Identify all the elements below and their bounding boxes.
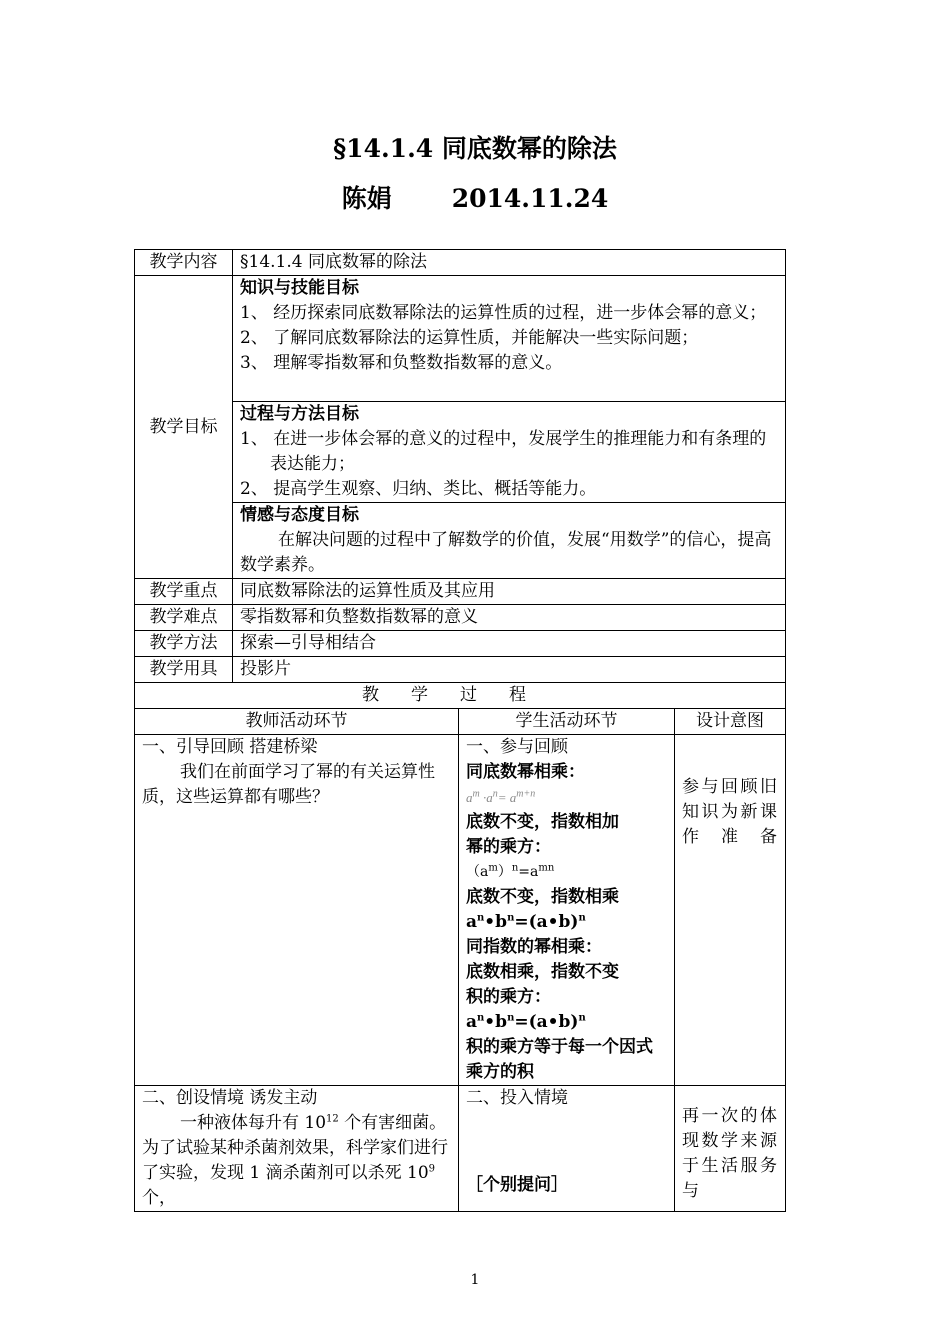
objectives-label: 教学目标 — [135, 276, 233, 579]
focus-value: 同底数幂除法的运算性质及其应用 — [233, 579, 786, 605]
focus-label: 教学重点 — [135, 579, 233, 605]
row-stage-2 — [135, 1086, 786, 1212]
content-label: 教学内容 — [135, 250, 233, 276]
knowledge-cell — [233, 276, 786, 402]
teacher-activity-2 — [135, 1086, 459, 1212]
student-line: 底数不变，指数相加 — [466, 812, 619, 832]
student-line: 积的乘方： — [466, 987, 551, 1007]
teacher-column-header: 教师活动环节 — [135, 709, 459, 735]
tools-value: 投影片 — [233, 657, 786, 683]
lesson-plan-table — [134, 249, 786, 1212]
design-intent-1: 参与回顾旧知识为新课作准备 — [675, 735, 786, 1086]
date: 2014.11.24 — [451, 184, 609, 213]
formula-exponent: mn — [538, 862, 555, 874]
knowledge-item: 2、 了解同底数幂除法的运算性质，并能解决一些实际问题； — [240, 328, 699, 348]
row-tools — [135, 657, 786, 683]
row-column-headers — [135, 709, 786, 735]
knowledge-heading: 知识与技能目标 — [240, 278, 359, 298]
formula-part: =(a•b) — [514, 912, 579, 932]
formula-product-power — [466, 1010, 667, 1035]
formula-part: ） — [497, 864, 512, 880]
process-item: 1、 在进一步体会幂的意义的过程中，发展学生的推理能力和有条理的表达能力； — [240, 429, 767, 474]
formula-part: a — [466, 1012, 478, 1032]
student-tag: ［个别提问］ — [466, 1175, 568, 1195]
page-number: 1 — [470, 1272, 480, 1288]
formula-exponent: n — [507, 912, 515, 924]
formula-part: （a — [466, 864, 489, 880]
emotion-cell — [233, 503, 786, 579]
design-intent-2: 再一次的体现数学来源于生活服务与 — [675, 1086, 786, 1212]
formula-power-of-power — [466, 860, 667, 885]
row-emotion — [135, 503, 786, 579]
process-cell — [233, 402, 786, 503]
row-content — [135, 250, 786, 276]
formula-exponent: m — [472, 788, 480, 800]
formula-part: ·a — [479, 790, 493, 805]
row-process-objective — [135, 402, 786, 503]
student-heading-2: 二、投入情境 — [466, 1088, 568, 1108]
formula-part: a — [466, 790, 473, 805]
student-line: 同指数的幂相乘： — [466, 937, 602, 957]
process-item: 2、 提高学生观察、归纳、类比、概括等能力。 — [240, 479, 597, 499]
formula-exponent: m+n — [516, 788, 536, 800]
method-value: 探索—引导相结合 — [233, 631, 786, 657]
formula-exponent: n — [477, 912, 485, 924]
student-column-header: 学生活动环节 — [459, 709, 675, 735]
formula-exponent: n — [507, 1012, 515, 1024]
student-line: 积的乘方等于每一个因式乘方的积 — [466, 1037, 653, 1082]
text-part: 个， — [142, 1188, 176, 1208]
formula-part: =a — [518, 864, 539, 880]
method-label: 教学方法 — [135, 631, 233, 657]
difficulty-value: 零指数幂和负整数指数幂的意义 — [233, 605, 786, 631]
difficulty-label: 教学难点 — [135, 605, 233, 631]
student-activity-1 — [459, 735, 675, 1086]
formula-exponent: n — [492, 788, 498, 800]
knowledge-item: 3、 理解零指数幂和负整数指数幂的意义。 — [240, 353, 563, 373]
formula-power-product — [466, 785, 667, 810]
formula-part: •b — [484, 1012, 508, 1032]
tools-label: 教学用具 — [135, 657, 233, 683]
formula-exponent: n — [578, 912, 586, 924]
row-focus — [135, 579, 786, 605]
author: 陈娟 — [341, 184, 392, 213]
formula-part: a — [466, 912, 478, 932]
knowledge-item: 1、 经历探索同底数幂除法的运算性质的过程，进一步体会幂的意义； — [240, 303, 767, 323]
formula-exponent: n — [578, 1012, 586, 1024]
text-part: 个有害细菌。为了试验某种杀菌剂效果，科学家们进行了实验，发现 1 滴杀菌剂可以杀死 10 — [142, 1113, 448, 1183]
row-knowledge — [135, 276, 786, 402]
formula-part: = a — [497, 790, 517, 805]
student-heading-1: 一、参与回顾 — [466, 737, 568, 757]
design-column-header: 设计意图 — [675, 709, 786, 735]
student-line: 底数不变，指数相乘 — [466, 887, 619, 907]
exponent: 9 — [428, 1163, 436, 1175]
exponent: 12 — [326, 1113, 339, 1125]
emotion-text: 在解决问题的过程中了解数学的价值，发展“用数学”的信心，提高数学素养。 — [240, 530, 772, 575]
formula-exponent: n — [511, 862, 519, 874]
process-heading: 过程与方法目标 — [240, 404, 359, 424]
formula-part: •b — [484, 912, 508, 932]
text-part: 一种液体每升有 10 — [180, 1113, 327, 1133]
student-line: 同底数幂相乘： — [466, 762, 585, 782]
teacher-text-2 — [142, 1111, 451, 1211]
author-line — [0, 184, 950, 214]
formula-exponent: m — [488, 862, 498, 874]
teacher-activity-1 — [135, 735, 459, 1086]
row-method — [135, 631, 786, 657]
content-value: §14.1.4 同底数幂的除法 — [233, 250, 786, 276]
row-stage-1 — [135, 735, 786, 1086]
document-title: §14.1.4 同底数幂的除法 — [333, 134, 617, 163]
teacher-text-1: 我们在前面学习了幂的有关运算性质，这些运算都有哪些？ — [142, 762, 435, 807]
student-activity-2 — [459, 1086, 675, 1212]
row-difficulty — [135, 605, 786, 631]
formula-same-exponent — [466, 910, 667, 935]
student-line: 底数相乘，指数不变 — [466, 962, 619, 982]
teacher-heading-1: 一、引导回顾 搭建桥梁 — [142, 737, 318, 757]
row-process-title — [135, 683, 786, 709]
student-line: 幂的乘方： — [466, 837, 551, 857]
process-title: 教学过程 — [135, 683, 786, 709]
formula-exponent: n — [477, 1012, 485, 1024]
teacher-heading-2: 二、创设情境 诱发主动 — [142, 1088, 318, 1108]
emotion-heading: 情感与态度目标 — [240, 505, 359, 525]
formula-part: =(a•b) — [514, 1012, 579, 1032]
